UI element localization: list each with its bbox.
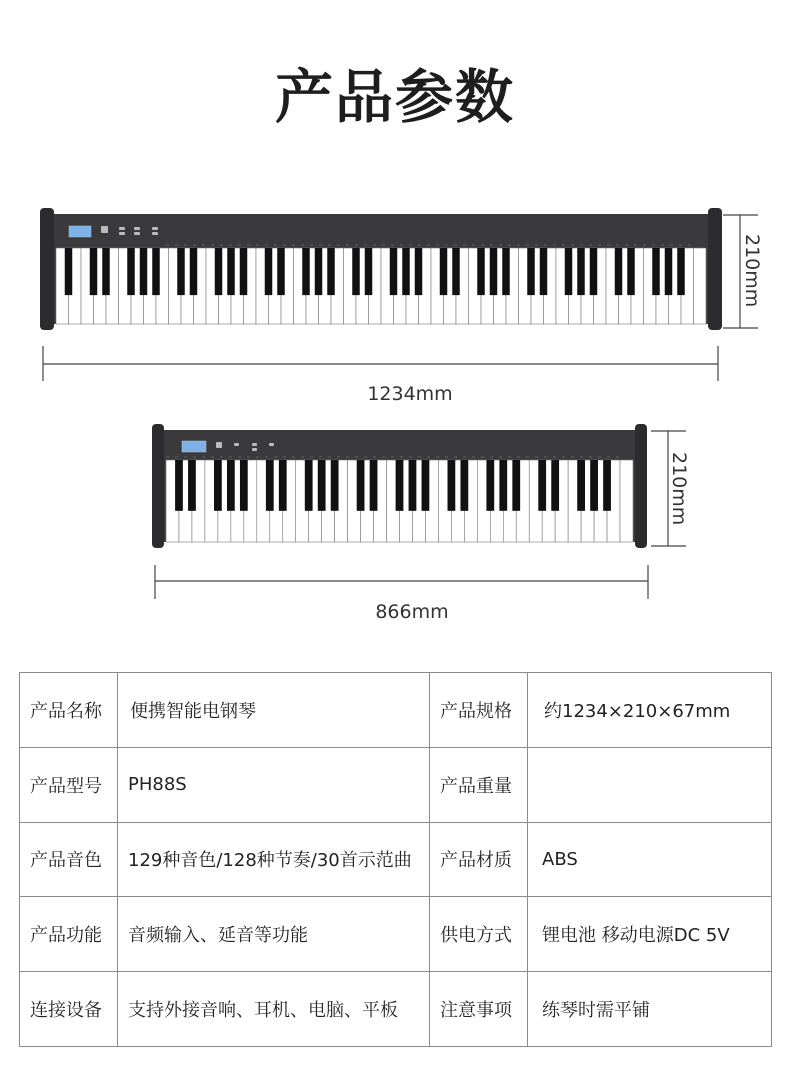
spec-label: 产品名称 bbox=[20, 673, 118, 748]
spec-value: ABS bbox=[528, 822, 772, 897]
large-width-label: 1234mm bbox=[367, 383, 453, 405]
panel-button bbox=[252, 448, 257, 451]
black-key bbox=[512, 460, 520, 511]
black-key bbox=[460, 460, 468, 511]
spec-value: 129种音色/128种节奏/30首示范曲 bbox=[118, 822, 430, 897]
spec-label: 产品功能 bbox=[20, 897, 118, 972]
black-key bbox=[538, 460, 546, 511]
spec-label: 注意事项 bbox=[430, 972, 528, 1047]
black-key bbox=[318, 460, 326, 511]
table-row bbox=[20, 897, 772, 972]
black-key bbox=[422, 460, 430, 511]
black-key bbox=[175, 460, 183, 511]
spec-label: 连接设备 bbox=[20, 972, 118, 1047]
black-key bbox=[396, 460, 404, 511]
spec-value: 约1234×210×67mm bbox=[528, 673, 772, 748]
panel-button bbox=[216, 442, 222, 448]
panel-button bbox=[234, 443, 239, 446]
black-key bbox=[486, 460, 494, 511]
spec-label: 产品型号 bbox=[20, 747, 118, 822]
small-width-label: 866mm bbox=[375, 601, 449, 623]
black-key bbox=[214, 460, 222, 511]
spec-value: 便携智能电钢琴 bbox=[118, 673, 430, 748]
black-key bbox=[447, 460, 455, 511]
black-key bbox=[266, 460, 274, 511]
black-key bbox=[240, 460, 248, 511]
spec-label: 供电方式 bbox=[430, 897, 528, 972]
black-key bbox=[331, 460, 339, 511]
piano-small-image bbox=[152, 424, 652, 554]
table-row bbox=[20, 972, 772, 1047]
spec-value bbox=[528, 747, 772, 822]
table-row bbox=[20, 673, 772, 748]
black-key bbox=[188, 460, 196, 511]
spec-label: 产品重量 bbox=[430, 747, 528, 822]
black-key bbox=[409, 460, 417, 511]
small-height-label: 210mm bbox=[668, 452, 690, 526]
large-height-label: 210mm bbox=[741, 234, 763, 308]
spec-label: 产品材质 bbox=[430, 822, 528, 897]
spec-value: 支持外接音响、耳机、电脑、平板 bbox=[118, 972, 430, 1047]
black-key bbox=[577, 460, 585, 511]
black-key bbox=[357, 460, 365, 511]
spec-value: 练琴时需平铺 bbox=[528, 972, 772, 1047]
spec-label: 产品音色 bbox=[20, 822, 118, 897]
panel-button bbox=[252, 443, 257, 446]
black-key bbox=[227, 460, 235, 511]
black-key bbox=[603, 460, 611, 511]
table-row bbox=[20, 747, 772, 822]
spec-label: 产品规格 bbox=[430, 673, 528, 748]
page-title: 产品参数 bbox=[274, 63, 515, 131]
spec-table bbox=[19, 672, 772, 1047]
piano-end-cap bbox=[152, 424, 164, 548]
spec-value: PH88S bbox=[118, 747, 430, 822]
black-key bbox=[551, 460, 559, 511]
table-row bbox=[20, 822, 772, 897]
black-key bbox=[590, 460, 598, 511]
panel-button bbox=[269, 443, 274, 446]
black-key bbox=[305, 460, 313, 511]
spec-value: 音频输入、延音等功能 bbox=[118, 897, 430, 972]
white-key bbox=[620, 460, 633, 542]
piano-end-cap bbox=[635, 424, 647, 548]
black-key bbox=[279, 460, 287, 511]
lcd-screen bbox=[182, 441, 206, 452]
black-key bbox=[499, 460, 507, 511]
spec-value: 锂电池 移动电源DC 5V bbox=[528, 897, 772, 972]
black-key bbox=[370, 460, 378, 511]
